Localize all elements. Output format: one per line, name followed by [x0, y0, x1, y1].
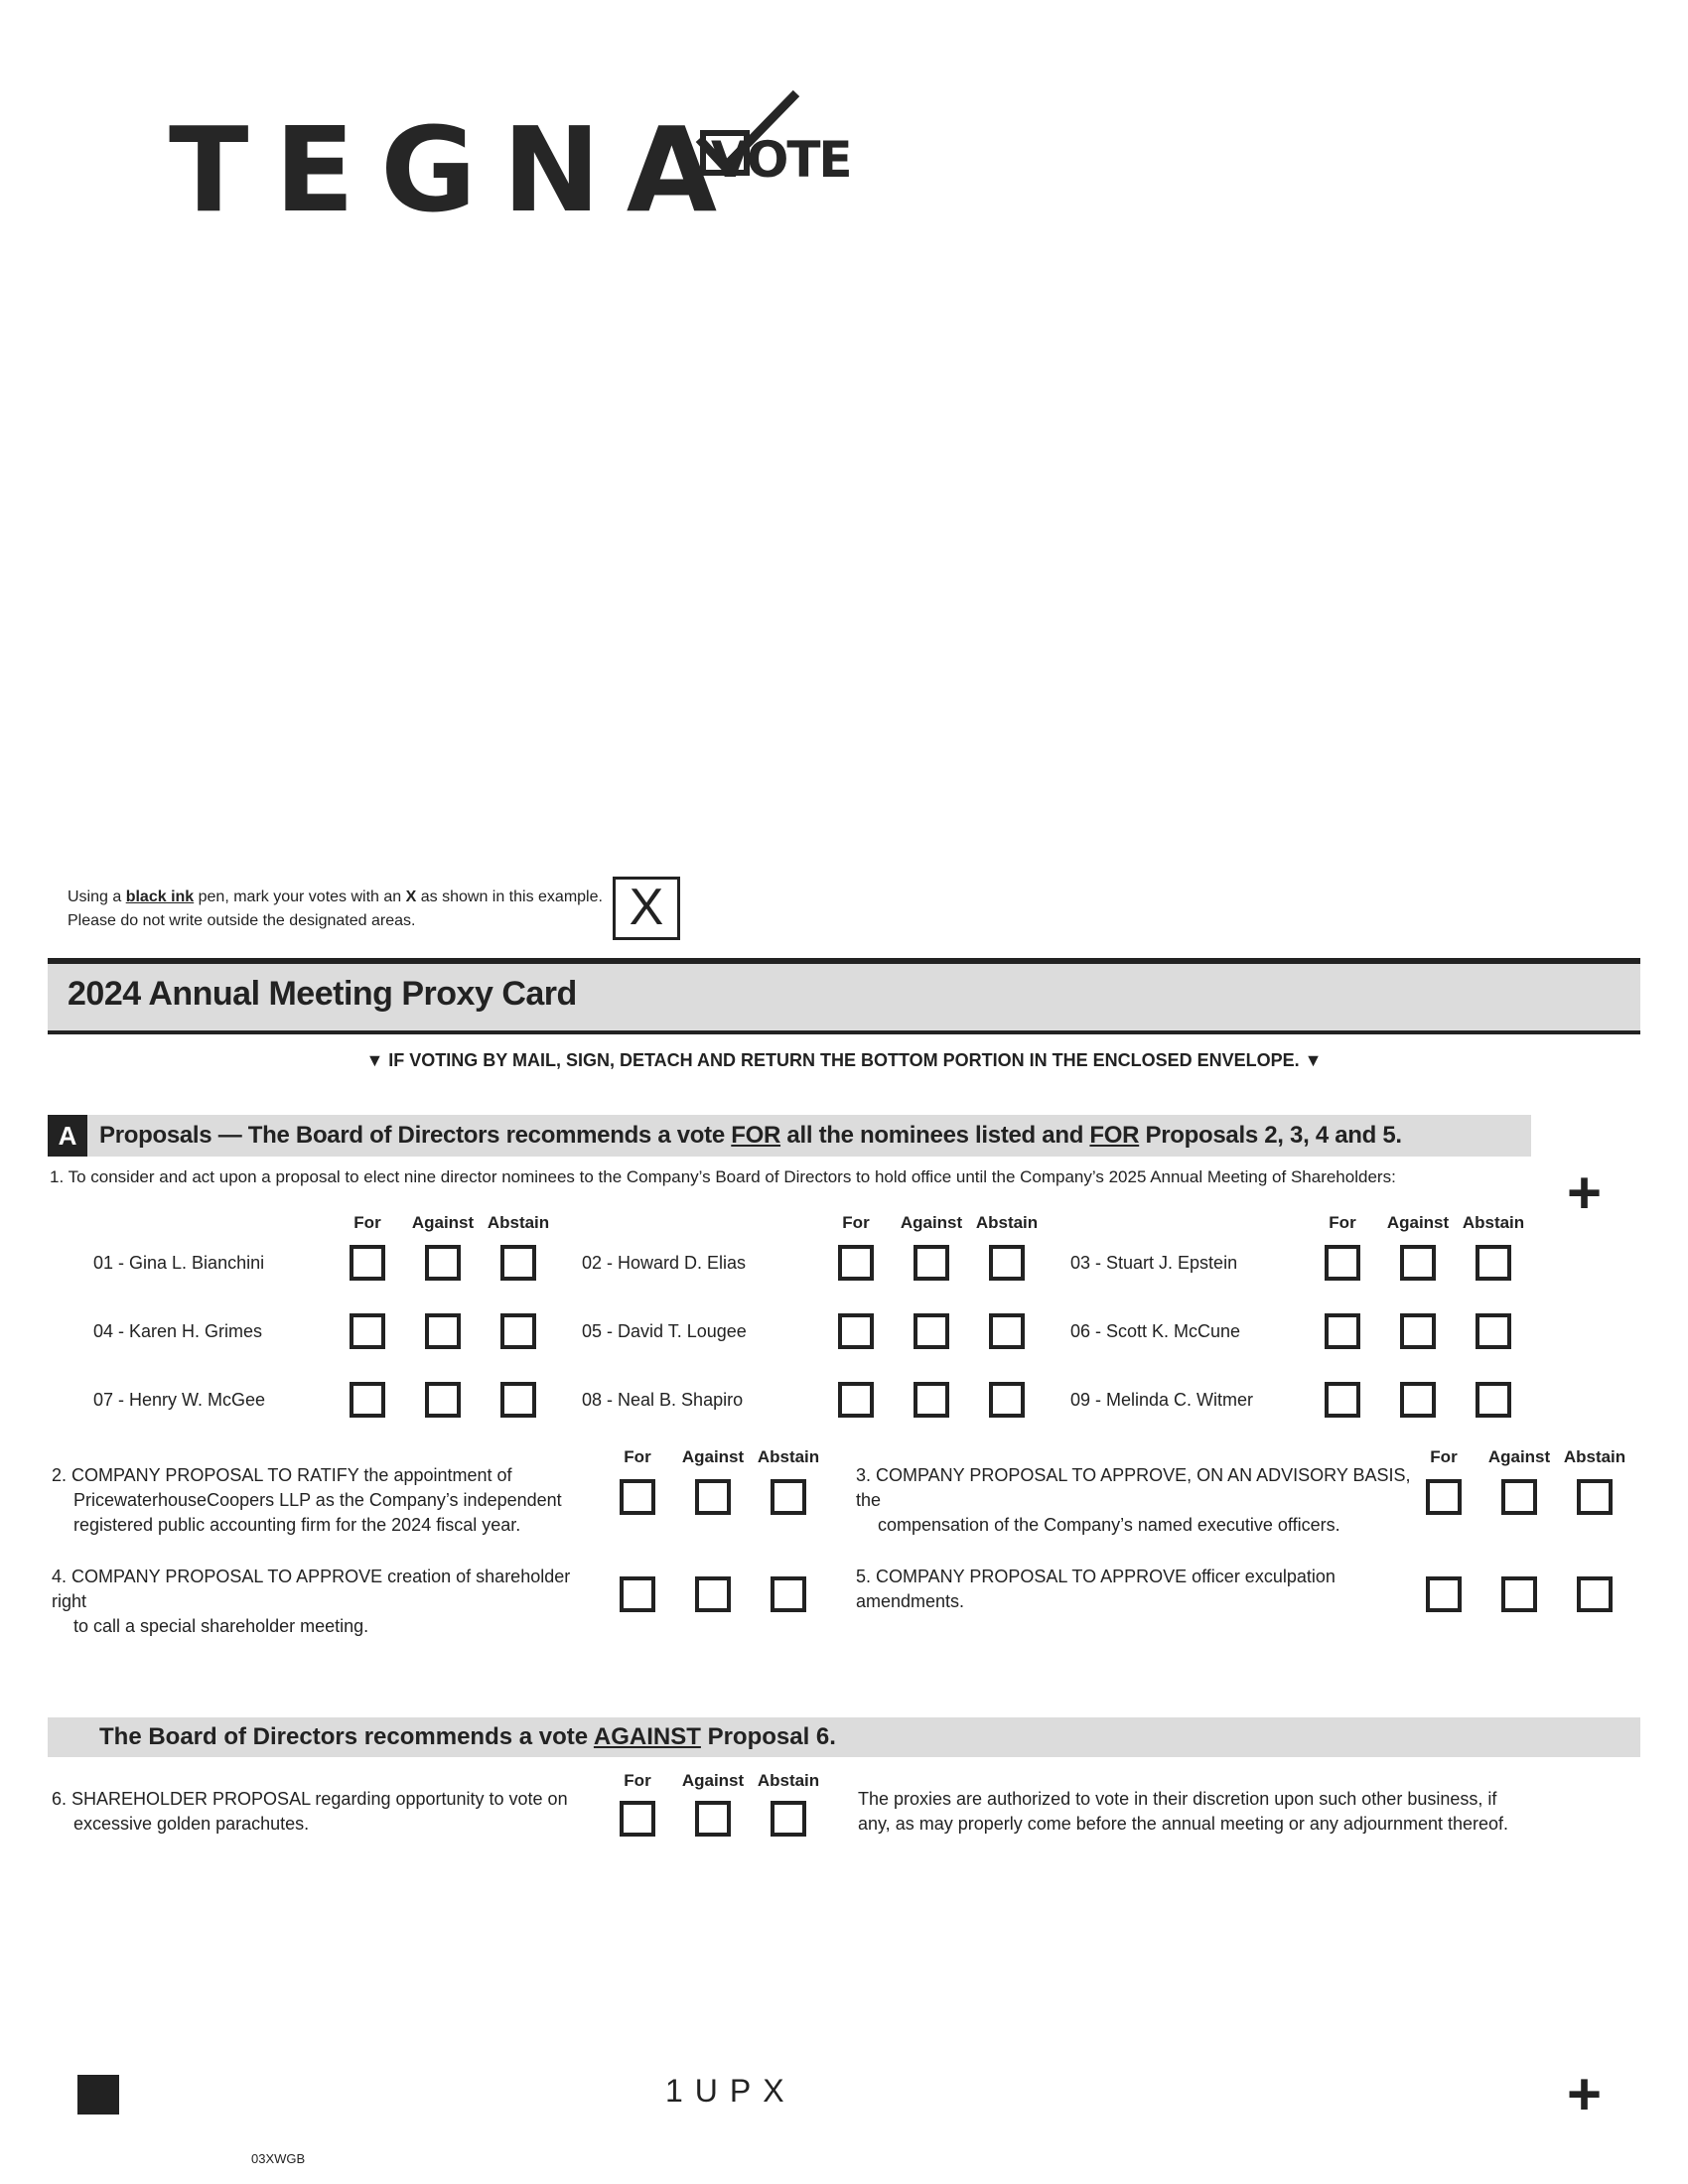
nominee-07-for-checkbox[interactable] [350, 1382, 385, 1418]
proposal-6-against-checkbox[interactable] [695, 1801, 731, 1837]
barcode-id: 03XWGB [251, 2151, 306, 2166]
proposal-4-text: 4. COMPANY PROPOSAL TO APPROVE creation of shareholder right to call a special shareholder meeting. [52, 1567, 571, 1636]
page-title: 2024 Annual Meeting Proxy Card [68, 975, 577, 1013]
proposal-5-text: 5. COMPANY PROPOSAL TO APPROVE officer exculpation amendments. [856, 1567, 1336, 1611]
col-header-abstain: Abstain [487, 1213, 550, 1232]
nominee-label: 08 - Neal B. Shapiro [582, 1390, 744, 1410]
form-code: 1UPX [665, 2073, 796, 2109]
col-header-for: For [842, 1213, 870, 1232]
nominee-03-for-checkbox[interactable] [1325, 1245, 1360, 1281]
nominee-label: 07 - Henry W. McGee [93, 1390, 266, 1410]
mail-instruction: ▼ IF VOTING BY MAIL, SIGN, DETACH AND RETURN THE BOTTOM PORTION IN THE ENCLOSED ENVELOPE. ▼ [365, 1050, 1323, 1070]
col-header-abstain: Abstain [757, 1771, 820, 1790]
vote-wordmark: VOTE [711, 131, 851, 189]
section-a-badge: A [48, 1115, 87, 1157]
proposal-6-text: 6. SHAREHOLDER PROPOSAL regarding opportunity to vote on excessive golden parachutes. [52, 1789, 568, 1834]
nominee-06-against-checkbox[interactable] [1400, 1313, 1436, 1349]
proposal-5-against-checkbox[interactable] [1501, 1576, 1537, 1612]
col-header-against: Against [681, 1771, 745, 1790]
proposal-3-abstain-checkbox[interactable] [1577, 1479, 1613, 1515]
tegna-logo: TEGNA [169, 101, 744, 238]
nominee-09-against-checkbox[interactable] [1400, 1382, 1436, 1418]
proposal-6-abstain-checkbox[interactable] [771, 1801, 806, 1837]
nominee-06-for-checkbox[interactable] [1325, 1313, 1360, 1349]
col-header-against: Against [900, 1213, 963, 1232]
nominee-07-against-checkbox[interactable] [425, 1382, 461, 1418]
nominee-05-for-checkbox[interactable] [838, 1313, 874, 1349]
col-header-for: For [1329, 1213, 1356, 1232]
col-header-abstain: Abstain [1462, 1213, 1525, 1232]
col-header-for: For [1430, 1447, 1458, 1466]
nominee-label: 05 - David T. Lougee [582, 1321, 747, 1341]
example-mark-box: X [613, 877, 680, 940]
proposal-3-text: 3. COMPANY PROPOSAL TO APPROVE, ON AN ADVISORY BASIS, the compensation of the Company’s named executive officers. [856, 1465, 1411, 1535]
discretion-note: The proxies are authorized to vote in their discretion upon such other business, if any, as may properly come before the annual meeting or any adjournment thereof. [858, 1789, 1509, 1834]
col-header-for: For [624, 1447, 651, 1466]
registration-mark [77, 2075, 119, 2115]
nominee-02-abstain-checkbox[interactable] [989, 1245, 1025, 1281]
proposal-2-for-checkbox[interactable] [620, 1479, 655, 1515]
col-header-against: Against [1487, 1447, 1551, 1466]
proposal-1-text: 1. To consider and act upon a proposal to elect nine director nominees to the Company’s Board of Directors to hold office until the Company’s 2025 Annual Meeting of Shareholders: [50, 1167, 1396, 1186]
nominee-04-abstain-checkbox[interactable] [500, 1313, 536, 1349]
nominee-01-against-checkbox[interactable] [425, 1245, 461, 1281]
col-header-against: Against [681, 1447, 745, 1466]
proposal-2-text: 2. COMPANY PROPOSAL TO RATIFY the appointment of PricewaterhouseCoopers LLP as the Company’s independent registered public accounting firm for the 2024 fiscal year. [52, 1465, 562, 1535]
proposal-5-for-checkbox[interactable] [1426, 1576, 1462, 1612]
proposal-6-for-checkbox[interactable] [620, 1801, 655, 1837]
col-header-against: Against [1386, 1213, 1450, 1232]
section-a-title: Proposals — The Board of Directors recommends a vote FOR all the nominees listed and FOR Proposals 2, 3, 4 and 5. [99, 1122, 1402, 1149]
nominee-02-against-checkbox[interactable] [914, 1245, 949, 1281]
nominee-07-abstain-checkbox[interactable] [500, 1382, 536, 1418]
nominee-04-against-checkbox[interactable] [425, 1313, 461, 1349]
proposal-5-abstain-checkbox[interactable] [1577, 1576, 1613, 1612]
nominee-label: 06 - Scott K. McCune [1070, 1321, 1241, 1341]
proposal-3-for-checkbox[interactable] [1426, 1479, 1462, 1515]
plus-icon: + [1567, 1160, 1603, 1226]
nominee-09-abstain-checkbox[interactable] [1476, 1382, 1511, 1418]
proposal-3-against-checkbox[interactable] [1501, 1479, 1537, 1515]
col-header-abstain: Abstain [757, 1447, 820, 1466]
proposal-4-for-checkbox[interactable] [620, 1576, 655, 1612]
nominee-01-for-checkbox[interactable] [350, 1245, 385, 1281]
section-b-title: The Board of Directors recommends a vote AGAINST Proposal 6. [99, 1723, 836, 1750]
proposal-2-against-checkbox[interactable] [695, 1479, 731, 1515]
col-header-for: For [624, 1771, 651, 1790]
proposal-2-abstain-checkbox[interactable] [771, 1479, 806, 1515]
nominee-label: 02 - Howard D. Elias [582, 1253, 747, 1273]
col-header-abstain: Abstain [1563, 1447, 1626, 1466]
nominee-09-for-checkbox[interactable] [1325, 1382, 1360, 1418]
nominee-label: 01 - Gina L. Bianchini [93, 1253, 265, 1273]
divider [48, 1030, 1640, 1034]
nominee-06-abstain-checkbox[interactable] [1476, 1313, 1511, 1349]
proposal-4-abstain-checkbox[interactable] [771, 1576, 806, 1612]
nominee-label: 03 - Stuart J. Epstein [1070, 1253, 1238, 1273]
nominee-label: 09 - Melinda C. Witmer [1070, 1390, 1254, 1410]
nominee-03-against-checkbox[interactable] [1400, 1245, 1436, 1281]
nominee-05-abstain-checkbox[interactable] [989, 1313, 1025, 1349]
nominee-02-for-checkbox[interactable] [838, 1245, 874, 1281]
nominee-01-abstain-checkbox[interactable] [500, 1245, 536, 1281]
proposal-4-against-checkbox[interactable] [695, 1576, 731, 1612]
nominee-03-abstain-checkbox[interactable] [1476, 1245, 1511, 1281]
marking-instruction: Using a black ink pen, mark your votes with an X as shown in this example. Please do not write outside the designated areas. [68, 888, 603, 929]
nominee-04-for-checkbox[interactable] [350, 1313, 385, 1349]
nominee-08-abstain-checkbox[interactable] [989, 1382, 1025, 1418]
plus-icon: + [1567, 2061, 1603, 2127]
col-header-abstain: Abstain [975, 1213, 1039, 1232]
nominee-08-for-checkbox[interactable] [838, 1382, 874, 1418]
nominee-05-against-checkbox[interactable] [914, 1313, 949, 1349]
nominee-08-against-checkbox[interactable] [914, 1382, 949, 1418]
col-header-for: For [353, 1213, 381, 1232]
nominee-label: 04 - Karen H. Grimes [93, 1321, 263, 1341]
col-header-against: Against [411, 1213, 475, 1232]
